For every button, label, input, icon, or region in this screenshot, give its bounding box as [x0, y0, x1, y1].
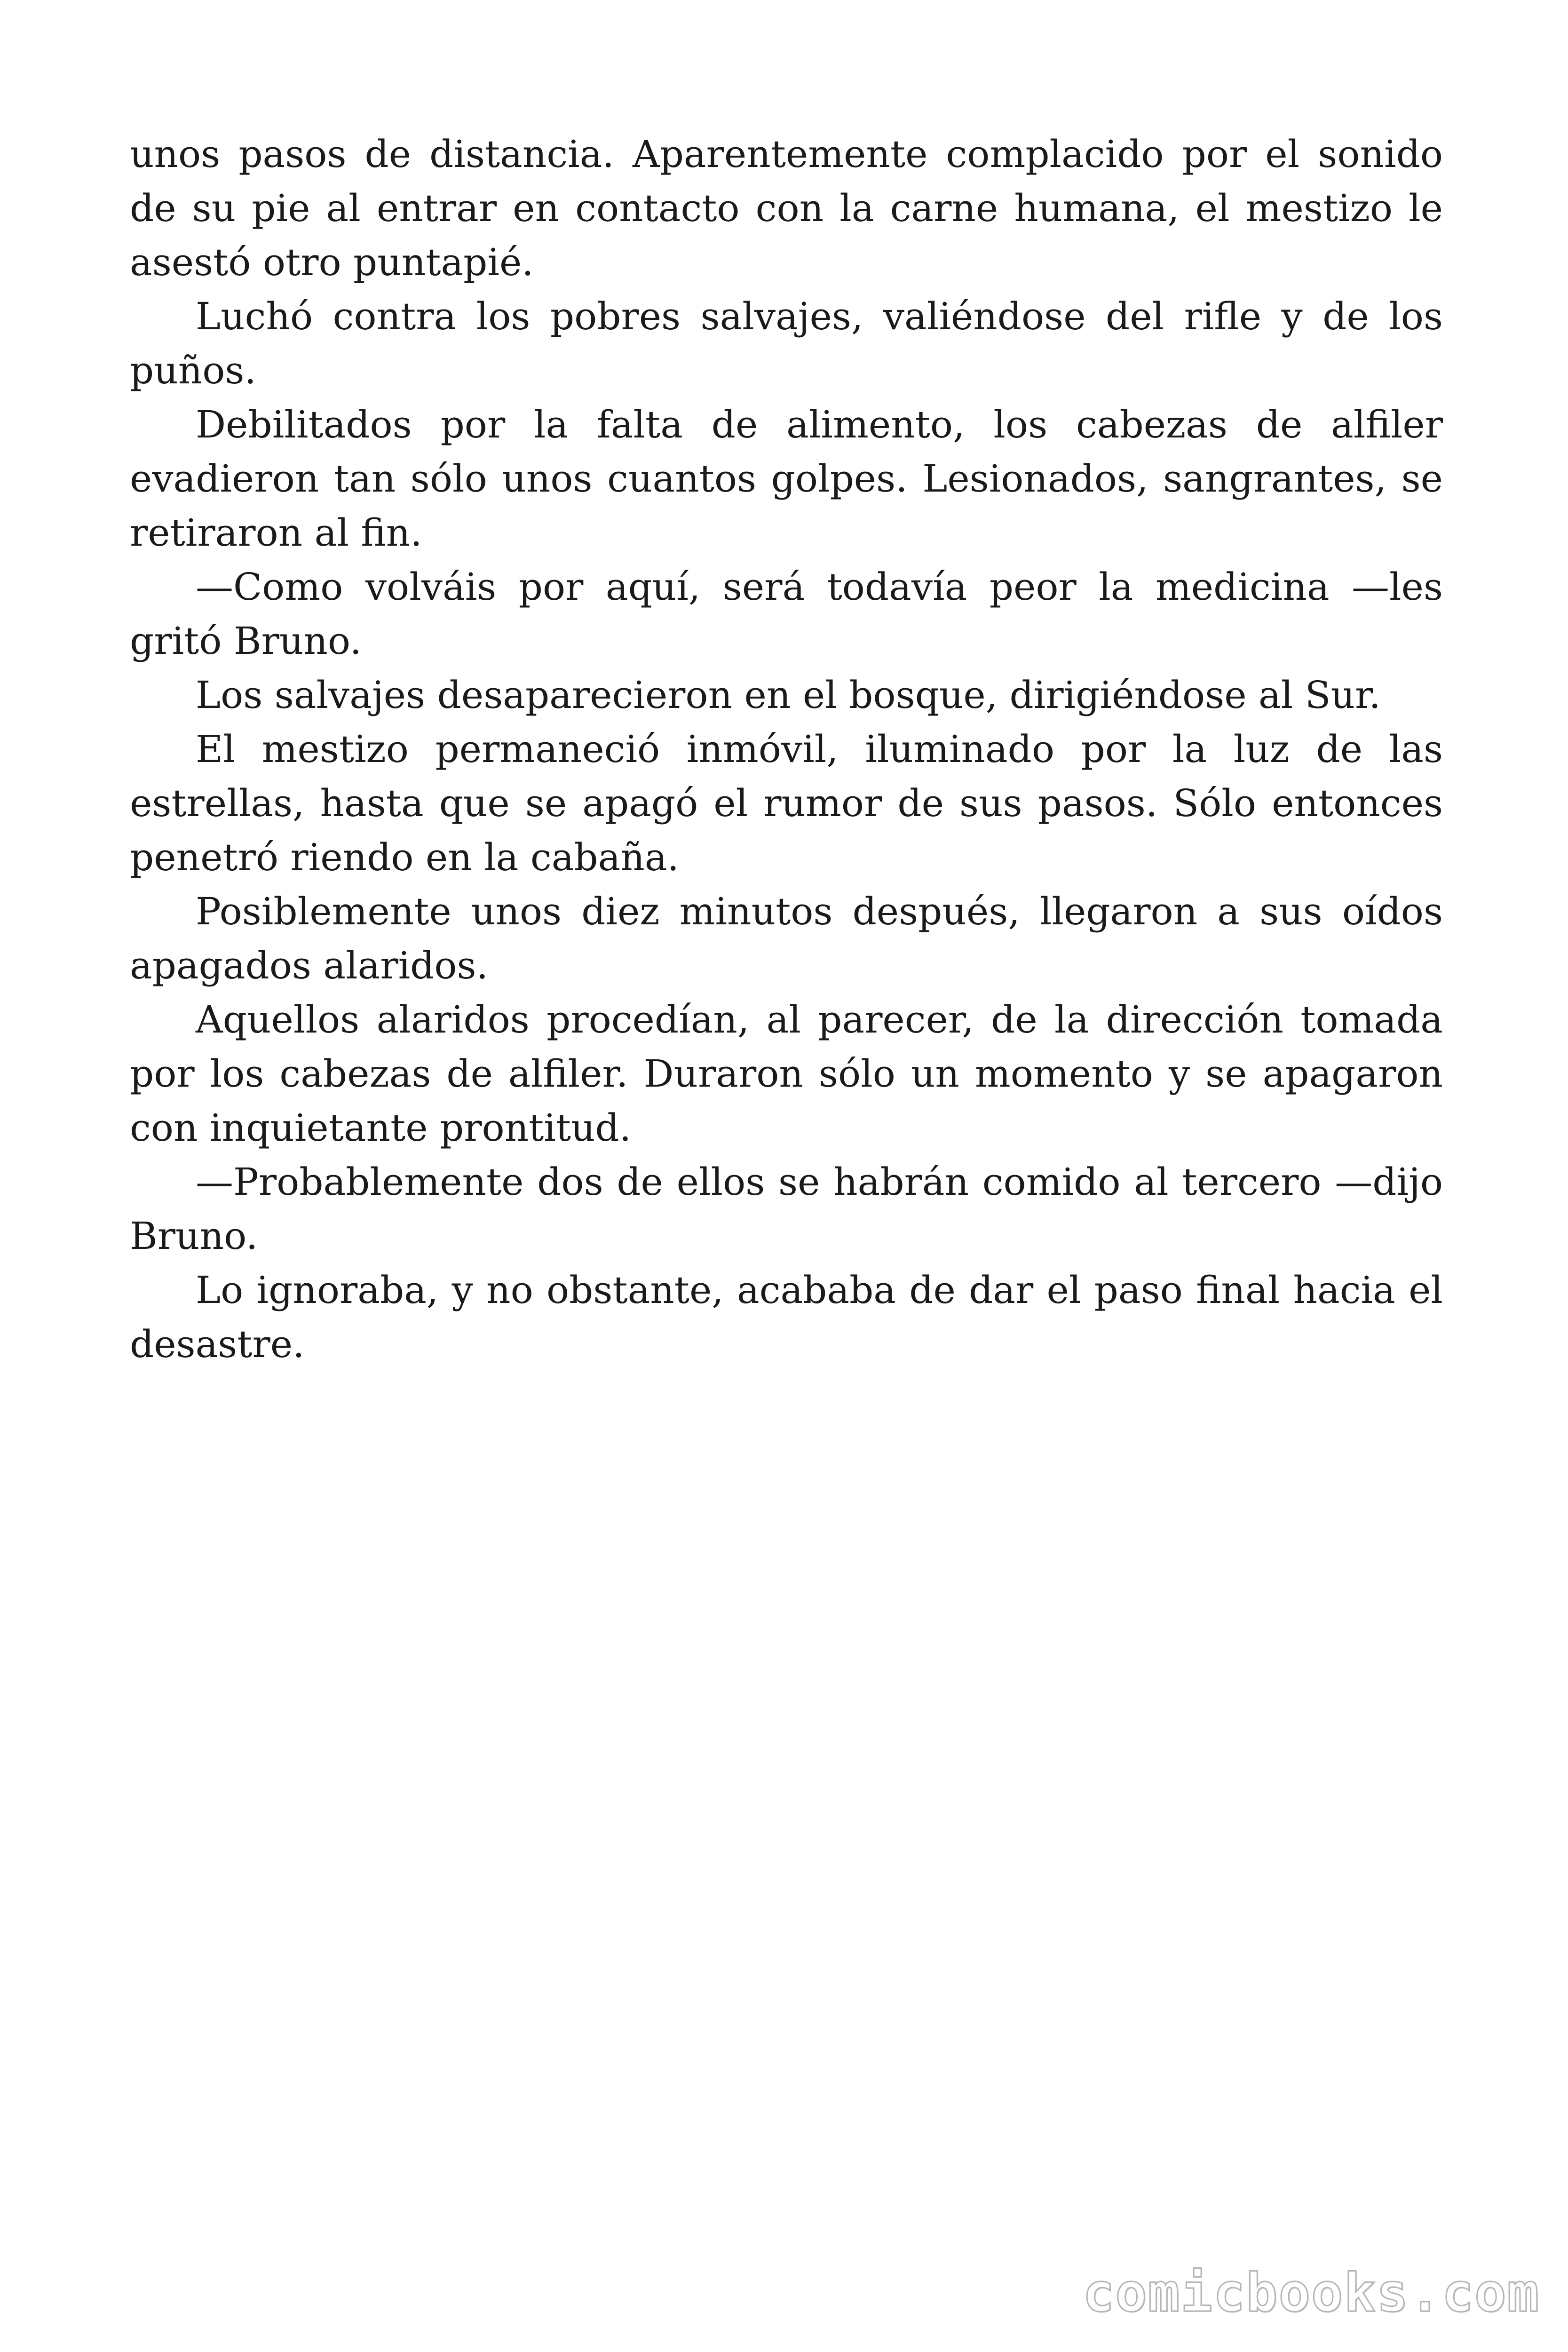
paragraph-1: unos pasos de distancia. Aparentemente complacido por el sonido de su pie al entrar en contacto con la carne humana, el mestizo le asestó otro puntapié. [130, 132, 1443, 284]
paragraph-8: Aquellos alaridos procedían, al parecer, de la dirección tomada por los cabezas de alfiler. Duraron sólo un momento y se apagaron con inquietante prontitud. [130, 998, 1443, 1150]
paragraph-9: —Probablemente dos de ellos se habrán comido al tercero —dijo Bruno. [130, 1160, 1443, 1258]
paragraph-7: Posiblemente unos diez minutos después, llegaron a sus oídos apagados alaridos. [130, 890, 1443, 987]
paragraph-10: Lo ignoraba, y no obstante, acababa de dar el paso final hacia el desastre. [130, 1268, 1443, 1366]
page-text [130, 127, 1443, 1371]
paragraph-5: Los salvajes desaparecieron en el bosque, dirigiéndose al Sur. [196, 673, 1381, 717]
paragraph-2: Luchó contra los pobres salvajes, valiéndose del rifle y de los puños. [130, 294, 1443, 392]
watermark-text: comicbooks.com [1082, 2263, 1540, 2324]
paragraph-6: El mestizo permaneció inmóvil, iluminado por la luz de las estrellas, hasta que se apagó el rumor de sus pasos. Sólo entonces penetró riendo en la cabaña. [130, 727, 1443, 879]
paragraph-4: —Como volváis por aquí, será todavía peor la medicina —les gritó Bruno. [130, 565, 1443, 663]
paragraph-3: Debilitados por la falta de alimento, los cabezas de alfiler evadieron tan sólo unos cuantos golpes. Lesionados, sangrantes, se retiraron al fin. [130, 403, 1443, 555]
